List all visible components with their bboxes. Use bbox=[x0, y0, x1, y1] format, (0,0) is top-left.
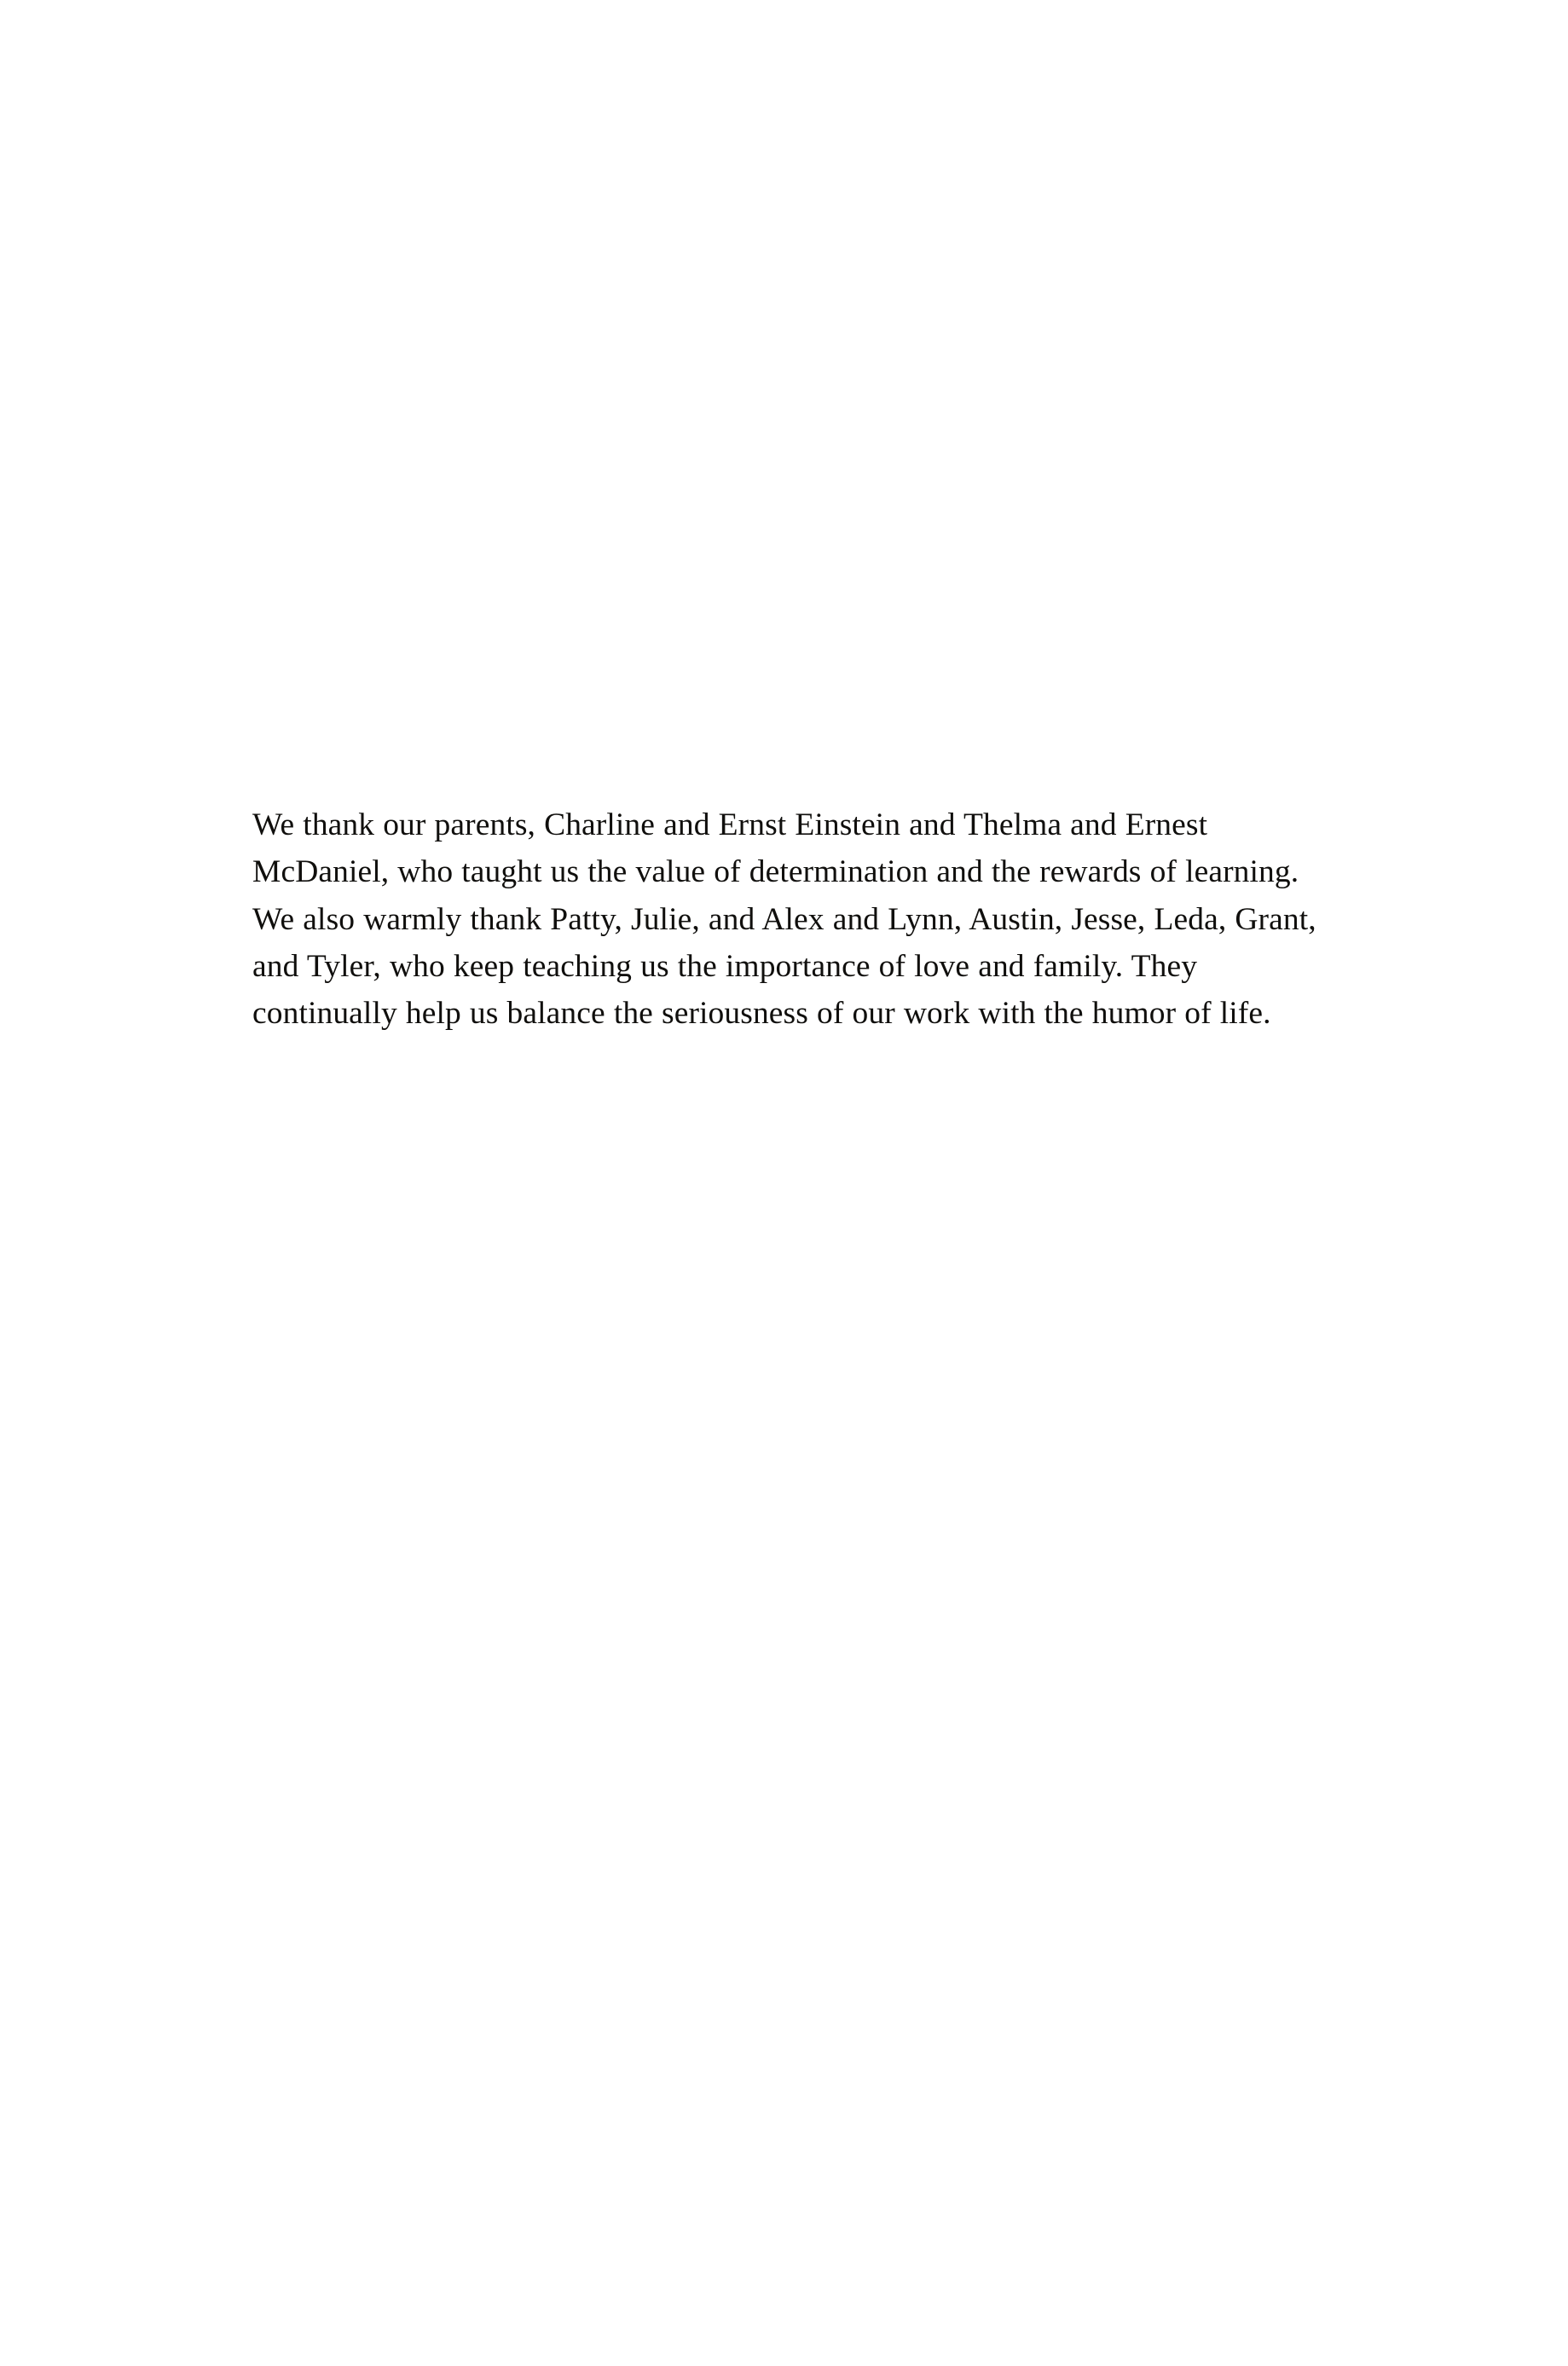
dedication-paragraph: We thank our parents, Charline and Ernst Einstein and Thelma and Ernest McDaniel, who taught us the value of determination and the rewards of learning. We also warmly thank Patty, Julie, and Alex and Lynn, Austin, Jesse, Leda, Grant, and Tyler, who keep teaching us the importance of love and family. They continually help us balance the seriousness of our work with the humor of life. bbox=[252, 807, 1325, 1032]
dedication-block bbox=[252, 801, 1325, 1038]
